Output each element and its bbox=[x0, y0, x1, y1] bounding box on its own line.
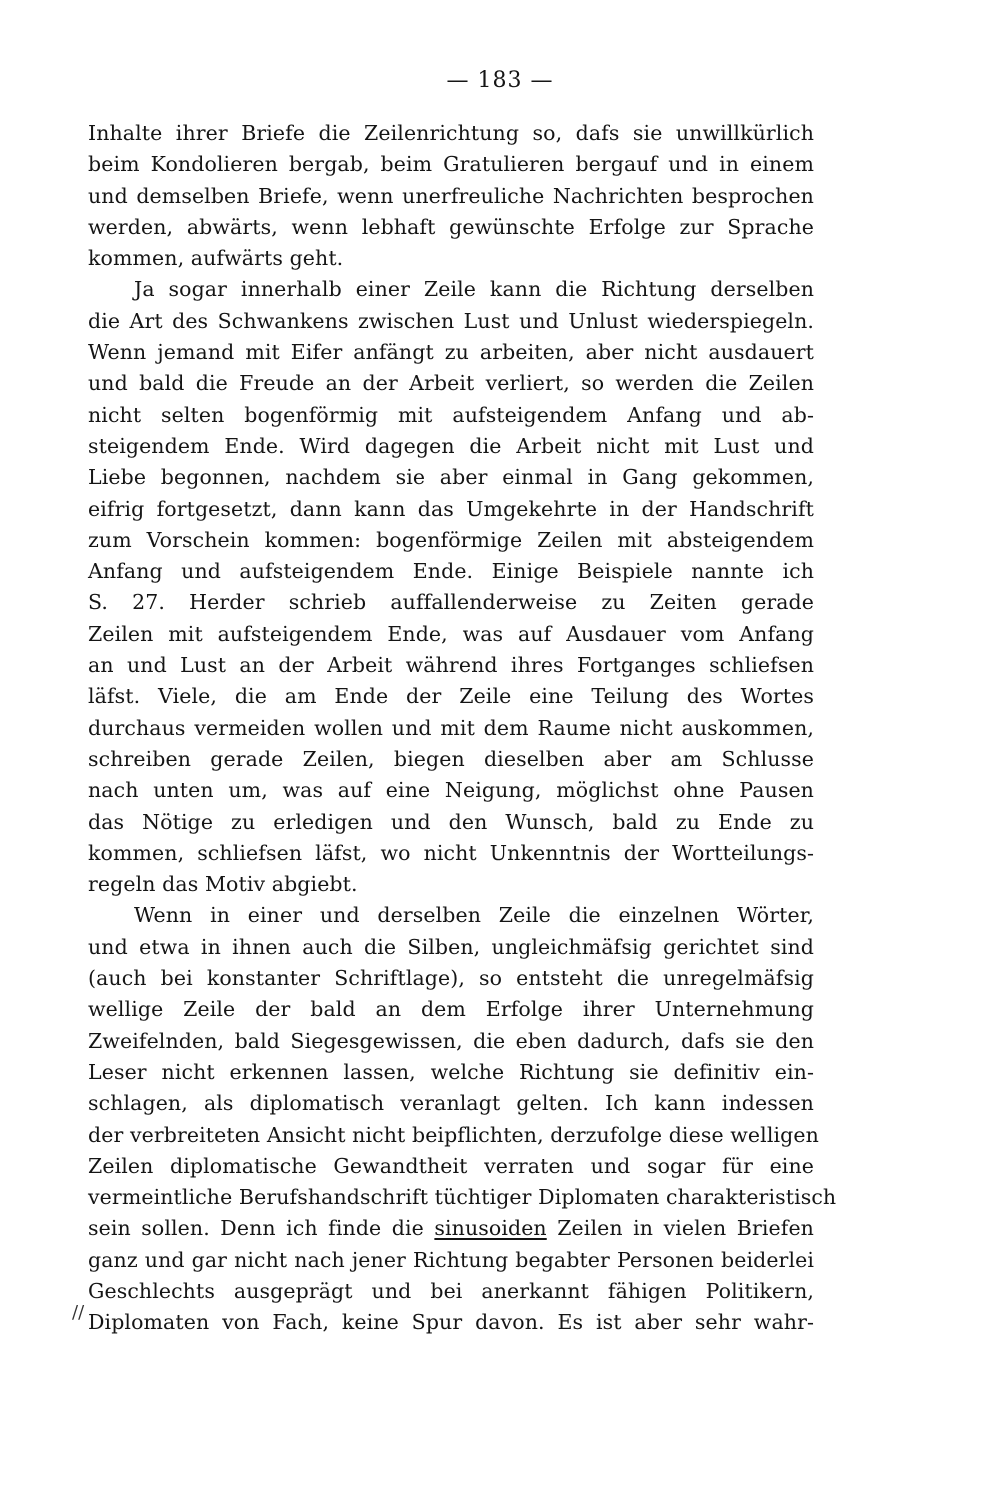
text-segment: sein sollen. Denn ich finde die bbox=[88, 1216, 435, 1241]
text-line: Wenn jemand mit Eifer anfängt zu arbeiten, aber nicht ausdauert bbox=[88, 340, 814, 365]
text-line: Inhalte ihrer Briefe die Zeilenrichtung so, dafs sie unwillkürlich bbox=[88, 121, 814, 145]
margin-annotation: // bbox=[72, 1302, 85, 1323]
text-line: Anfang und aufsteigendem Ende. Einige Beispiele nannte ich bbox=[88, 559, 814, 584]
text-line: Geschlechts ausgeprägt und bei anerkannt fähigen Politikern, bbox=[88, 1278, 814, 1303]
text-line: zum Vorschein kommen: bogenförmige Zeilen mit absteigendem bbox=[88, 527, 814, 552]
text-segment: Zeilen in vielen Briefen bbox=[546, 1216, 814, 1241]
text-line: ganz und gar nicht nach jener Richtung begabter Personen beiderlei bbox=[88, 1247, 814, 1272]
text-line: Ja sogar innerhalb einer Zeile kann die Richtung derselben bbox=[134, 277, 814, 302]
text-line: wellige Zeile der bald an dem Erfolge ihrer Unternehmung bbox=[88, 997, 814, 1022]
text-line: beim Kondolieren bergab, beim Gratulieren bergauf und in einem bbox=[88, 152, 814, 177]
text-line: schreiben gerade Zeilen, biegen dieselben aber am Schlusse bbox=[88, 746, 814, 771]
text-line: durchaus vermeiden wollen und mit dem Raume nicht auskommen, bbox=[88, 715, 814, 740]
text-line: die Art des Schwankens zwischen Lust und Unlust wiederspiegeln. bbox=[88, 308, 814, 333]
text-line: steigendem Ende. Wird dagegen die Arbeit nicht mit Lust und bbox=[88, 433, 814, 458]
text-line: Wenn in einer und derselben Zeile die einzelnen Wörter, bbox=[134, 903, 814, 928]
text-line: Zweifelnden, bald Siegesgewissen, die eben dadurch, dafs sie den bbox=[88, 1028, 814, 1053]
text-line: läfst. Viele, die am Ende der Zeile eine Teilung des Wortes bbox=[88, 684, 814, 709]
text-line: schlagen, als diplomatisch veranlagt gelten. Ich kann indessen bbox=[88, 1091, 814, 1116]
text-line: S. 27. Herder schrieb auffallenderweise zu Zeiten gerade bbox=[88, 590, 814, 615]
text-line: und bald die Freude an der Arbeit verliert, so werden die Zeilen bbox=[88, 371, 814, 396]
page-number: — 183 — bbox=[446, 68, 554, 93]
text-line: werden, abwärts, wenn lebhaft gewünschte Erfolge zur Sprache bbox=[88, 214, 814, 239]
body-text bbox=[88, 118, 837, 1339]
text-line: kommen, schliefsen läfst, wo nicht Unkenntnis der Wortteilungs- bbox=[88, 840, 814, 865]
text-line bbox=[88, 1213, 814, 1244]
text-line: regeln das Motiv abgiebt. bbox=[88, 872, 358, 897]
text-line: vermeintliche Berufshandschrift tüchtiger Diplomaten charakteristisch bbox=[88, 1185, 837, 1210]
text-line: Diplomaten von Fach, keine Spur davon. Es ist aber sehr wahr- bbox=[88, 1310, 814, 1335]
text-line: der verbreiteten Ansicht nicht beipflichten, derzufolge diese welligen bbox=[88, 1122, 819, 1147]
text-line: an und Lust an der Arbeit während ihres Fortganges schliefsen bbox=[88, 653, 814, 678]
text-line: nicht selten bogenförmig mit aufsteigendem Anfang und ab- bbox=[88, 402, 814, 427]
text-line: eifrig fortgesetzt, dann kann das Umgekehrte in der Handschrift bbox=[88, 496, 814, 521]
text-line: das Nötige zu erledigen und den Wunsch, bald zu Ende zu bbox=[88, 809, 814, 834]
text-line: Zeilen diplomatische Gewandtheit verraten und sogar für eine bbox=[88, 1153, 814, 1178]
text-line: Leser nicht erkennen lassen, welche Richtung sie definitiv ein- bbox=[88, 1059, 814, 1084]
underlined-word: sinusoiden bbox=[434, 1216, 547, 1241]
text-line: nach unten um, was auf eine Neigung, möglichst ohne Pausen bbox=[88, 778, 814, 803]
text-line: kommen, aufwärts geht. bbox=[88, 246, 344, 271]
text-line: Zeilen mit aufsteigendem Ende, was auf Ausdauer vom Anfang bbox=[88, 621, 814, 646]
text-line: und etwa in ihnen auch die Silben, ungleichmäfsig gerichtet sind bbox=[88, 934, 814, 959]
text-line: (auch bei konstanter Schriftlage), so entsteht die unregelmäfsig bbox=[88, 966, 814, 991]
text-line: und demselben Briefe, wenn unerfreuliche Nachrichten besprochen bbox=[88, 183, 814, 208]
text-line: Liebe begonnen, nachdem sie aber einmal in Gang gekommen, bbox=[88, 465, 814, 490]
